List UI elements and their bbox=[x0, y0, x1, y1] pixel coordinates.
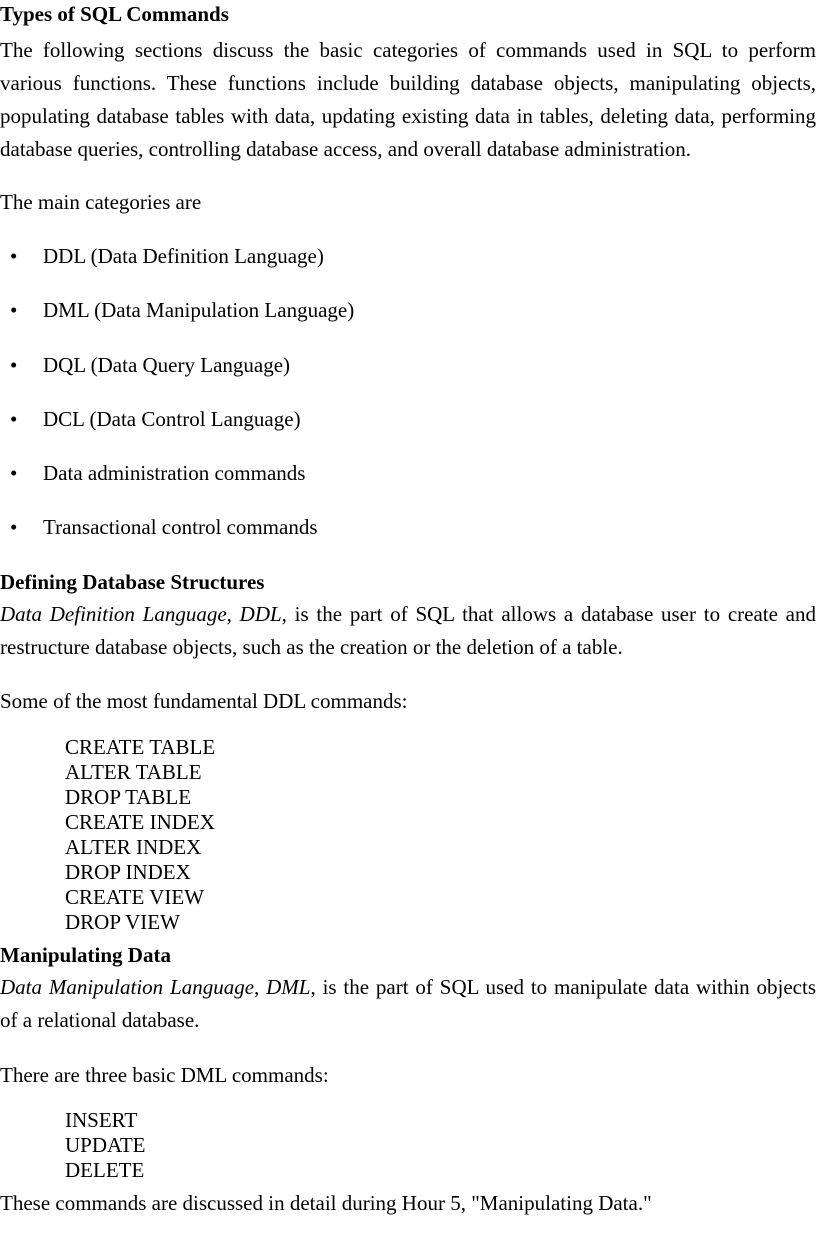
dml-definition-line: of a relational database. bbox=[0, 1008, 200, 1032]
dml-command: UPDATE bbox=[65, 1133, 146, 1157]
bullet-icon: • bbox=[10, 515, 18, 539]
ddl-definition-paragraph bbox=[0, 598, 816, 664]
closing-sentence: These commands are discussed in detail during Hour 5, "Manipulating Data." bbox=[0, 1191, 652, 1215]
ddl-command: ALTER INDEX bbox=[65, 835, 202, 859]
ddl-commands-list bbox=[65, 735, 215, 935]
list-item-text: DCL (Data Control Language) bbox=[43, 407, 301, 431]
ddl-command: DROP VIEW bbox=[65, 910, 180, 934]
categories-intro: The main categories are bbox=[0, 190, 202, 214]
intro-paragraph bbox=[0, 34, 816, 166]
dml-term: Data Manipulation Language, DML bbox=[0, 975, 311, 999]
dml-command: DELETE bbox=[65, 1158, 145, 1182]
list-item-text: DQL (Data Query Language) bbox=[43, 353, 291, 377]
section-heading-defining-database-structures: Defining Database Structures bbox=[0, 570, 265, 594]
ddl-definition-text: , is the part of SQL that allows a database user to create and bbox=[281, 602, 816, 626]
section-heading-manipulating-data: Manipulating Data bbox=[0, 943, 171, 967]
dml-commands-intro: There are three basic DML commands: bbox=[0, 1063, 329, 1087]
ddl-command: ALTER TABLE bbox=[65, 760, 202, 784]
ddl-commands-intro: Some of the most fundamental DDL commands: bbox=[0, 689, 408, 713]
ddl-term: Data Definition Language, DDL bbox=[0, 602, 282, 626]
ddl-command: DROP TABLE bbox=[65, 785, 192, 809]
ddl-definition-line: restructure database objects, such as the creation or the deletion of a table. bbox=[0, 635, 623, 659]
intro-line: database queries, controlling database access, and overall database administration. bbox=[0, 137, 691, 161]
dml-definition-text: , is the part of SQL used to manipulate data within objects bbox=[310, 975, 816, 999]
bullet-icon: • bbox=[10, 461, 18, 485]
dml-definition-line bbox=[0, 971, 816, 1004]
bullet-icon: • bbox=[10, 407, 18, 431]
ddl-command: CREATE INDEX bbox=[65, 810, 215, 834]
list-item-text: Transactional control commands bbox=[43, 515, 318, 539]
list-item-text: DML (Data Manipulation Language) bbox=[43, 298, 355, 322]
dml-command: INSERT bbox=[65, 1108, 138, 1132]
ddl-command: CREATE VIEW bbox=[65, 885, 205, 909]
list-item-text: Data administration commands bbox=[43, 461, 306, 485]
bullet-icon: • bbox=[10, 244, 18, 268]
intro-line: various functions. These functions include building database objects, manipulating objects, bbox=[0, 71, 816, 95]
dml-commands-list bbox=[65, 1108, 146, 1183]
dml-definition-paragraph bbox=[0, 971, 816, 1037]
bullet-icon: • bbox=[10, 298, 18, 322]
ddl-command: DROP INDEX bbox=[65, 860, 191, 884]
intro-line: The following sections discuss the basic categories of commands used in SQL to perform bbox=[0, 38, 816, 62]
ddl-definition-line bbox=[0, 598, 816, 631]
list-item-text: DDL (Data Definition Language) bbox=[43, 244, 324, 268]
section-heading-types-of-sql-commands: Types of SQL Commands bbox=[0, 2, 229, 26]
bullet-icon: • bbox=[10, 353, 18, 377]
ddl-command: CREATE TABLE bbox=[65, 735, 216, 759]
intro-line: populating database tables with data, updating existing data in tables, deleting data, performing bbox=[0, 104, 816, 128]
